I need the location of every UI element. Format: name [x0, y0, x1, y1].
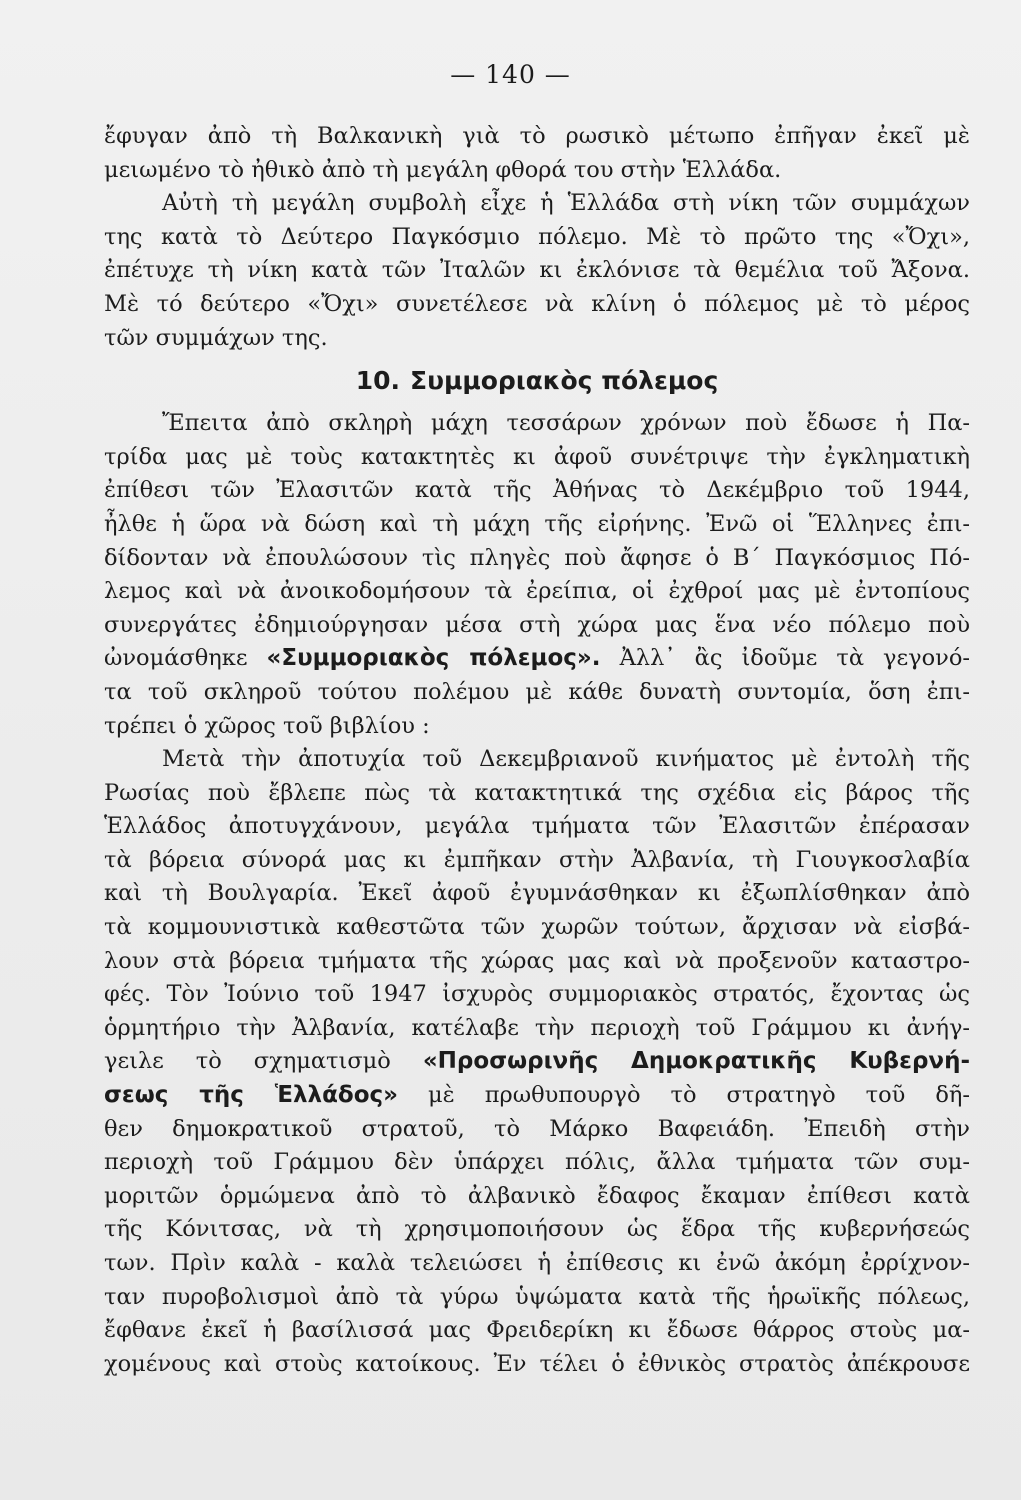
section-number: 10.	[355, 366, 400, 396]
text-span: μὲ πρωθυπουργὸ τὸ στρατηγὸ τοῦ δῆ-	[428, 1082, 970, 1109]
text-line: Ἔπειτα ἀπὸ σκληρὴ μάχη τεσσάρων χρόνων ποὺ ἔδωσε ἡ Πα-	[162, 410, 970, 437]
bold-phrase: «Συμμοριακὸς πόλεμος».	[266, 645, 601, 672]
text-line	[104, 1045, 970, 1079]
text-line: λουν στὰ βόρεια τμήματα τῆς χώρας μας καὶ νὰ προξενοῦν καταστρο-	[104, 947, 970, 974]
bold-phrase: «Προσωρινῆς Δημοκρατικῆς Κυβερνή-	[422, 1048, 971, 1075]
text-span: ὠνομάσθηκε	[104, 645, 248, 672]
text-line: ἔφθανε ἐκεῖ ἡ βασίλισσά μας Φρειδερίκη κι ἔδωσε θάρρος στοὺς μα-	[104, 1317, 970, 1344]
text-line: τῆς Κόνιτσας, νὰ τὴ χρησιμοποιήσουν ὡς ἕδρα τῆς κυβερνήσεώς	[104, 1216, 970, 1243]
text-line	[104, 1079, 970, 1113]
text-line: θεν δημοκρατικοῦ στρατοῦ, τὸ Μάρκο Βαφειάδη. Ἐπειδὴ στὴν	[104, 1115, 970, 1142]
text-line: καὶ τὴ Βουλγαρία. Ἐκεῖ ἀφοῦ ἐγυμνάσθηκαν κι ἐξωπλίσθηκαν ἀπὸ	[104, 880, 970, 907]
text-line: περιοχὴ τοῦ Γράμμου δὲν ὑπάρχει πόλις, ἄλλα τμήματα τῶν συμ-	[104, 1149, 970, 1176]
text-line: μοριτῶν ὁρμώμενα ἀπὸ τὸ ἀλβανικὸ ἔδαφος ἔκαμαν ἐπίθεσι κατὰ	[104, 1182, 970, 1209]
section-heading	[104, 355, 970, 407]
text-line: Αὐτὴ τὴ μεγάλη συμβολὴ εἶχε ἡ Ἑλλάδα στὴ νίκη τῶν συμμάχων	[162, 190, 970, 217]
text-line: Ἑλλάδος ἀποτυγχάνουν, μεγάλα τμήματα τῶν Ἐλασιτῶν ἐπέρασαν	[104, 813, 970, 840]
text-line: Μετὰ τὴν ἀποτυχία τοῦ Δεκεμβριανοῦ κινήματος μὲ ἐντολὴ τῆς	[162, 746, 970, 773]
text-line: Μὲ τό δεύτερο «Ὄχι» συνετέλεσε νὰ κλίνη ὁ πόλεμος μὲ τὸ μέρος	[104, 290, 970, 317]
text-line: δίδονταν νὰ ἐπουλώσουν τὶς πληγὲς ποὺ ἄφησε ὁ Β΄ Παγκόσμιος Πό-	[104, 544, 970, 571]
text-line: ἐπίθεσι τῶν Ἐλασιτῶν κατὰ τῆς Ἀθήνας τὸ Δεκέμβριο τοῦ 1944,	[104, 477, 970, 504]
text-line: χομένους καὶ στοὺς κατοίκους. Ἐν τέλει ὁ ἐθνικὸς στρατὸς ἀπέκρουσε	[104, 1350, 970, 1377]
text-span: γειλε τὸ σχηματισμὸ	[104, 1048, 391, 1075]
text-span: Ἀλλ᾿ ἂς ἰδοῦμε τὰ γεγονό-	[619, 645, 970, 672]
text-line: φές. Τὸν Ἰούνιο τοῦ 1947 ἰσχυρὸς συμμοριακὸς στρατός, ἔχοντας ὡς	[104, 981, 970, 1008]
text-line: Ρωσίας ποὺ ἔβλεπε πὼς τὰ κατακτητικά της σχέδια εἰς βάρος τῆς	[104, 779, 970, 806]
text-line: τρίδα μας μὲ τοὺς κατακτητὲς κι ἀφοῦ συνέτριψε τὴν ἐγκληματικὴ	[104, 443, 970, 470]
text-line: τῶν συμμάχων της.	[104, 324, 328, 351]
text-line: των. Πρὶν καλὰ - καλὰ τελειώσει ἡ ἐπίθεσις κι ἐνῶ ἀκόμη ἐρρίχνον-	[104, 1250, 970, 1276]
text-line: ταν πυροβολισμοὶ ἀπὸ τὰ γύρω ὑψώματα κατὰ τῆς ἡρωϊκῆς πόλεως,	[104, 1283, 970, 1310]
section-title: Συμμοριακὸς πόλεμος	[410, 366, 719, 396]
text-line: μειωμένο τὸ ἠθικὸ ἀπὸ τὴ μεγάλη φθορά του στὴν Ἑλλάδα.	[104, 156, 782, 183]
text-line: ἔφυγαν ἀπὸ τὴ Βαλκανικὴ γιὰ τὸ ρωσικὸ μέτωπο ἐπῆγαν ἐκεῖ μὲ	[104, 123, 970, 149]
text-line: τα τοῦ σκληροῦ τούτου πολέμου μὲ κάθε δυνατὴ συντομία, ὅση ἐπι-	[104, 678, 970, 705]
bold-phrase: σεως τῆς Ἑλλάδος»	[104, 1082, 399, 1109]
text-line: τὰ βόρεια σύνορά μας κι ἐμπῆκαν στὴν Ἀλβανία, τὴ Γιουγκοσλαβία	[104, 846, 970, 873]
text-line: ἦλθε ἡ ὥρα νὰ δώση καὶ τὴ μάχη τῆς εἰρήνης. Ἐνῶ οἱ Ἕλληνες ἐπι-	[104, 510, 970, 537]
text-line: λεμος καὶ νὰ ἀνοικοδομήσουν τὰ ἐρείπια, οἱ ἐχθροί μας μὲ ἐντοπίους	[104, 578, 970, 605]
page-number: — 140 —	[450, 60, 571, 89]
text-line: τὰ κομμουνιστικὰ καθεστῶτα τῶν χωρῶν τούτων, ἄρχισαν νὰ εἰσβά-	[104, 914, 970, 941]
text-line: ὁρμητήριο τὴν Ἀλβανία, κατέλαβε τὴν περιοχὴ τοῦ Γράμμου κι ἀνήγ-	[104, 1014, 970, 1041]
text-line: ἐπέτυχε τὴ νίκη κατὰ τῶν Ἰταλῶν κι ἐκλόνισε τὰ θεμέλια τοῦ Ἄξονα.	[104, 257, 970, 284]
text-line: συνεργάτες ἐδημιούργησαν μέσα στὴ χώρα μας ἕνα νέο πόλεμο ποὺ	[104, 611, 970, 638]
text-line	[104, 642, 970, 676]
text-line: τρέπει ὁ χῶρος τοῦ βιβλίου :	[104, 712, 430, 739]
body-text	[104, 120, 970, 1381]
text-line: της κατὰ τὸ Δεύτερο Παγκόσμιο πόλεμο. Μὲ τὸ πρῶτο της «Ὄχι»,	[104, 223, 970, 250]
